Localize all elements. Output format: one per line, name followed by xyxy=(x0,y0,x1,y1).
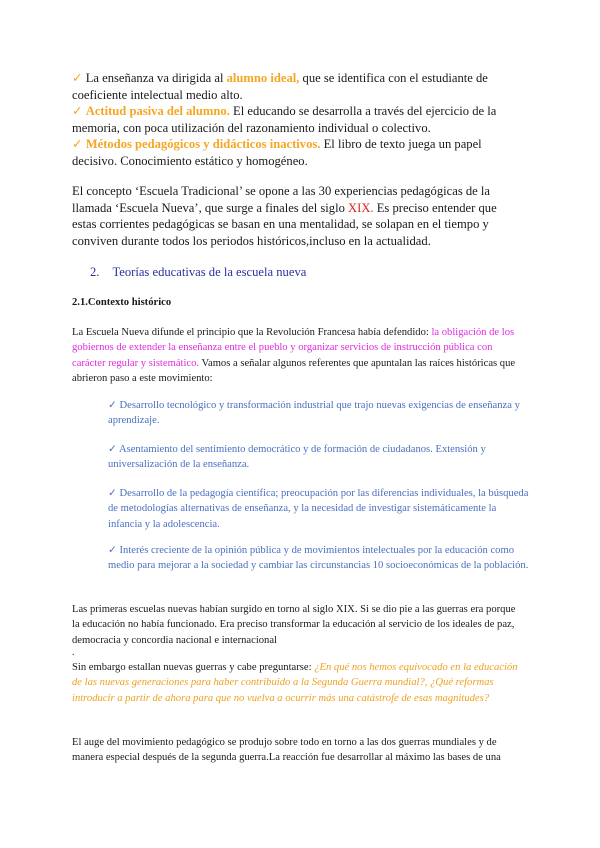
bullet-metodos: ✓ Métodos pedagógicos y didácticos inactivos. El libro de texto juega un papel decisivo. Conocimiento estático y homogéneo. xyxy=(72,137,482,168)
bullet-interes-creciente: ✓ Interés creciente de la opinión pública y de movimientos intelectuales por la educación como medio para mejorar a la sociedad y cambiar las circunstancias 10 socioeconómicas de la población. xyxy=(108,545,529,572)
heading-text: Teorías educativas de la escuela nueva xyxy=(112,265,307,279)
paragraph-auge-movimiento: El auge del movimiento pedagógico se produjo sobre todo en torno a las dos guerras mundiales y de manera especial después de la segunda guerra.La reacción fue desarrollar al máximo las bases de una xyxy=(72,737,501,764)
paragraph-escuela-nueva: La Escuela Nueva difunde el principio que la Revolución Francesa había defendido: la obligación de los gobiernos de extender la enseñanza entre el pueblo y organizar servicios de instrucción pública con carácter regular y sistemático. Vamos a señalar algunos referentes que apuntalan las raíces históricas que abrieron paso a este movimiento: xyxy=(72,327,516,385)
paragraph-sin-embargo: Sin embargo estallan nuevas guerras y cabe preguntarse: ¿En qué nos hemos equivocado en la educación de las nuevas generaciones para haber contribuido a la Segunda Guerra mundial?, ¿Qué reformas introducir a partir de ahora para que no vuelva a ocurrir más una catástrofe de esas magnitudes? xyxy=(72,662,518,704)
bullet-actitud-pasiva: ✓ Actitud pasiva del alumno. El educando se desarrolla a través del ejercicio de la memoria, con poca utilización del razonamiento individual o colectivo. xyxy=(72,104,497,135)
bullet-pedagogia-cientifica: ✓ Desarrollo de la pedagogía científica; preocupación por las diferencias individuales, la búsqueda de metodologías alternativas de enseñanza, y la necesidad de investigar sistemáticamente la infancia y la adolescencia. xyxy=(108,488,529,530)
bullet-sentimiento-democratico: ✓ Asentamiento del sentimiento democrático y de formación de ciudadanos. Extensión y universalización de la enseñanza. xyxy=(108,444,486,471)
heading-teorias-educativas xyxy=(90,264,542,281)
bullet-desarrollo-tecnologico: ✓ Desarrollo tecnológico y transformación industrial que trajo nuevas exigencias de enseñanza y aprendizaje. xyxy=(108,400,520,427)
check-icon: ✓ xyxy=(72,104,83,118)
paragraph-escuela-tradicional: El concepto ‘Escuela Tradicional’ se opone a las 30 experiencias pedagógicas de la llamada ‘Escuela Nueva’, que surge a finales del siglo XIX. Es preciso entender que estas corrientes pedagógicas se basan en una mentalidad, se solapan en el tiempo y conviven durante todos los periodos históricos,incluso en la actualidad. xyxy=(72,184,497,248)
stray-dot: . xyxy=(72,647,75,658)
check-icon: ✓ xyxy=(72,137,83,151)
bullet-alumno-ideal: ✓ La enseñanza va dirigida al alumno ideal, que se identifica con el estudiante de coeficiente intelectual medio alto. xyxy=(72,71,488,102)
heading-contexto-historico: 2.1.Contexto histórico xyxy=(72,297,172,308)
paragraph-primeras-escuelas: Las primeras escuelas nuevas habían surgido en torno al siglo XIX. Si se dio pie a las guerras era porque la educación no había funcionado. Era preciso transformar la educación al servicio de los ideales de paz, democracia y concordia nacional e internacional xyxy=(72,604,516,646)
heading-number: 2. xyxy=(90,265,100,279)
check-icon: ✓ xyxy=(72,71,83,85)
